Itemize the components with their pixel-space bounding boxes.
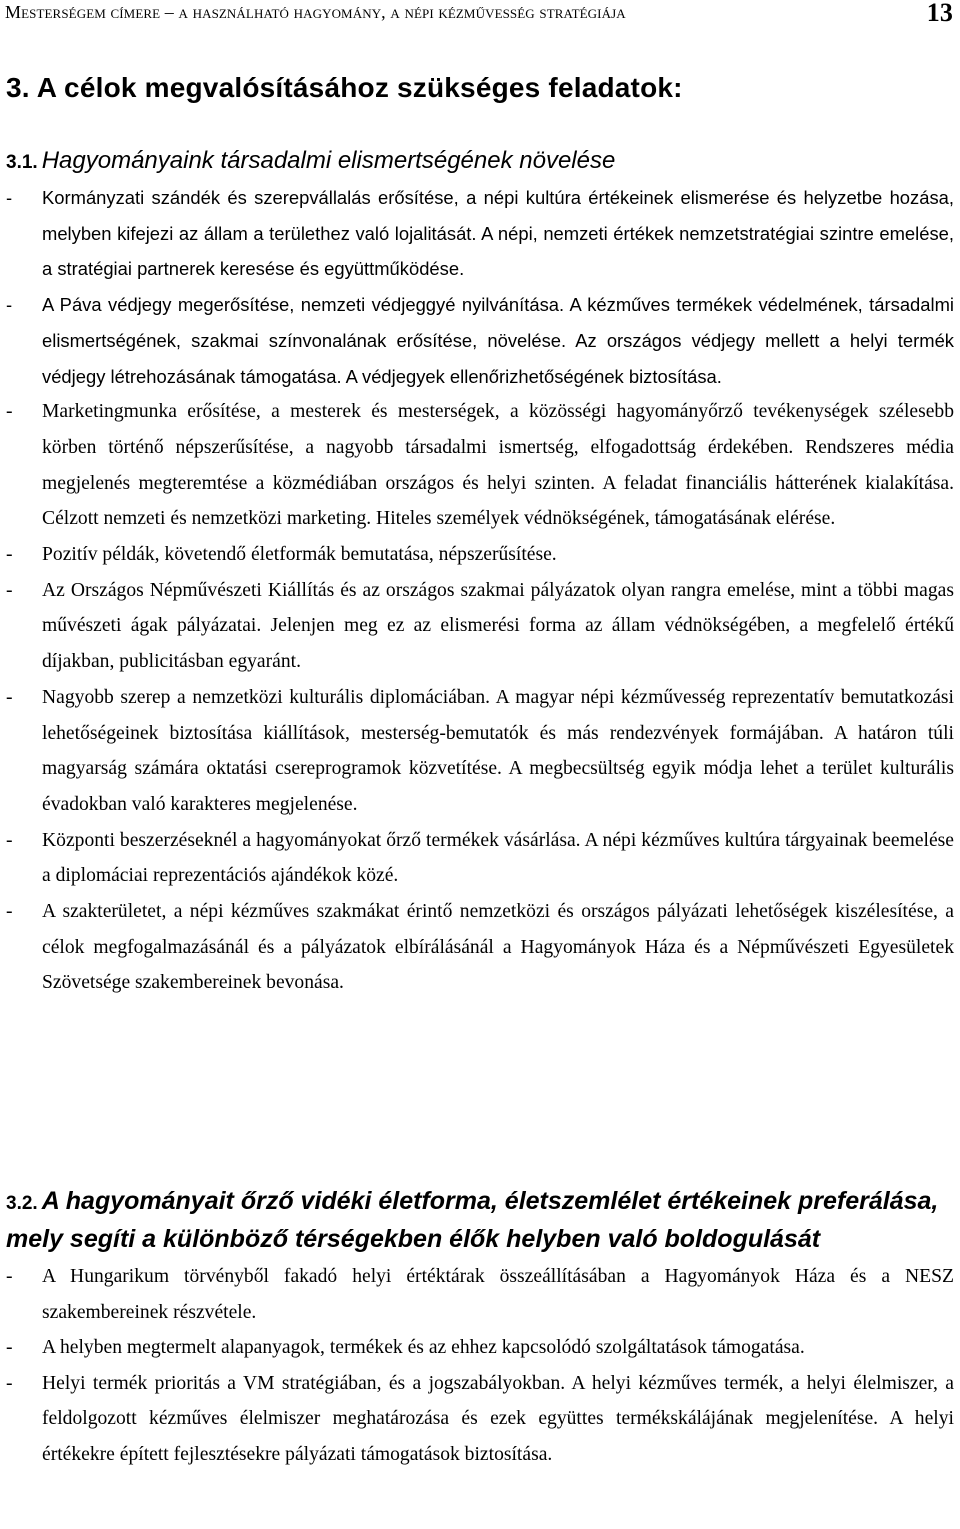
list-item: - Marketingmunka erősítése, a mesterek és mesterségek, a közösségi hagyományőrző tevékenységek szélesebb körben történő népszerűsítése, a nagyobb társadalmi ismertség, elfogadottság érdekében. Rendszeres média megjelenés megteremtése a közmédiában országos és helyi szinten. A feladat financiális hátterének kialakítása. Célzott nemzeti és nemzetközi marketing. Hiteles személyek védnökségének, támogatásának elérése. xyxy=(6,394,954,537)
running-header xyxy=(5,0,953,27)
list-item: - Kormányzati szándék és szerepvállalás erősítése, a népi kultúra értékeinek elismerése és helyzetbe hozása, melyben kifejezi az állam a területhez való lojalitását. A népi, nemzeti értékek nemzetstratégiai szintre emelése, a stratégiai partnerek keresése és együttműködése. xyxy=(6,180,954,287)
section-3-1-list xyxy=(6,180,954,1001)
section-number: 3.2. xyxy=(6,1193,38,1214)
section-title: Hagyományaink társadalmi elismertségének növelése xyxy=(41,147,616,174)
section-3-2-heading xyxy=(6,1184,954,1260)
list-item: - Pozitív példák, követendő életformák bemutatása, népszerűsítése. xyxy=(6,537,954,573)
section-title: A hagyományait őrző vidéki életforma, életszemlélet értékeinek preferálása, mely segíti a különböző térségekben élők helyben való boldogulását xyxy=(6,1187,939,1253)
section-number: 3.1. xyxy=(6,152,38,173)
list-item: - Nagyobb szerep a nemzetközi kulturális diplomáciában. A magyar népi kézművesség reprezentatív bemutatkozási lehetőségeinek biztosítása kiállítások, mesterség-bemutatók és más rendezvények formájában. A határon túli magyarság számára oktatási csereprogramok közvetítése. A megbecsültség egyik módja lehet a terület kulturális évadokban való karakteres megjelenése. xyxy=(6,680,954,823)
list-item: - Központi beszerzéseknél a hagyományokat őrző termékek vásárlása. A népi kézműves kultúra tárgyainak beemelése a diplomáciai reprezentációs ajándékok közé. xyxy=(6,823,954,894)
section-3-1-heading xyxy=(6,147,954,175)
list-item: - A Páva védjegy megerősítése, nemzeti védjeggyé nyilvánítása. A kézműves termékek védelmének, társadalmi elismertségének, szakmai színvonalának erősítése, növelése. Az országos védjegy mellett a helyi termék védjegy létrehozásának támogatása. A védjegyek ellenőrizhetőségének biztosítása. xyxy=(6,287,954,394)
list-item: - A Hungarikum törvényből fakadó helyi értéktárak összeállításában a Hagyományok Háza és a NESZ szakembereinek részvétele. xyxy=(6,1259,954,1330)
list-item: - A szakterületet, a népi kézműves szakmákat érintő nemzetközi és országos pályázati lehetőségek kiszélesítése, a célok megfogalmazásánál és a pályázatok elbírálásánál a Hagyományok Háza és a Népművészeti Egyesületek Szövetsége szakembereinek bevonása. xyxy=(6,894,954,1001)
section-3-2-list xyxy=(6,1259,954,1473)
header-title: Mesterségem címere – a használható hagyomány, a népi kézművesség stratégiája xyxy=(5,2,626,22)
chapter-title: 3. A célok megvalósításához szükséges feladatok: xyxy=(6,72,683,103)
list-item: - Az Országos Népművészeti Kiállítás és az országos szakmai pályázatok olyan rangra emelése, mint a többi magas művészeti ágak pályázatai. Jelenjen meg ez az elismerési forma az állam védnökségében, a megfelelő értékű díjakban, publicitásban egyaránt. xyxy=(6,573,954,680)
page-number: 13 xyxy=(926,0,953,27)
list-item: - Helyi termék prioritás a VM stratégiában, és a jogszabályokban. A helyi kézműves termék, a helyi élelmiszer, a feldolgozott kézműves élelmiszer meghatározása és ezek együttes termékskálájának megjelenítése. A helyi értékekre épített fejlesztésekre pályázati támogatások biztosítása. xyxy=(6,1366,954,1473)
list-item: - A helyben megtermelt alapanyagok, termékek és az ehhez kapcsolódó szolgáltatások támogatása. xyxy=(6,1330,954,1366)
